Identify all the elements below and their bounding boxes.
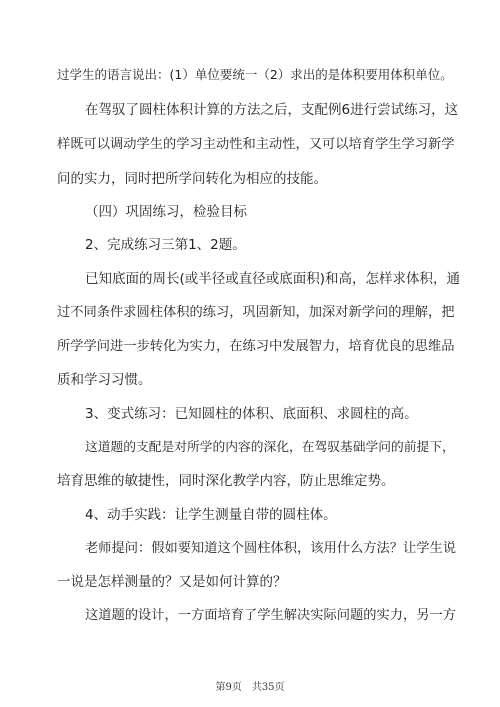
section-heading: （四）巩固练习，检验目标 bbox=[85, 204, 247, 220]
text-line: 质和学习习惯。 bbox=[57, 372, 152, 388]
text-line: 样既可以调动学生的学习主动性和主动性，又可以培育学生学习新学 bbox=[57, 137, 455, 152]
text-line: 这道题的设计，一方面培育了学生解决实际问题的实力，另一方 bbox=[85, 608, 457, 623]
text-line: 老师提问：假如要知道这个圆柱体积，该用什么方法？让学生说 bbox=[85, 541, 457, 556]
text-line: 所学学问进一步转化为实力，在练习中发展智力，培育优良的思维品 bbox=[57, 339, 455, 354]
text-line: 一说是怎样测量的？又是如何计算的？ bbox=[57, 574, 287, 590]
page-number-footer: 第9页 共35页 bbox=[215, 682, 285, 693]
text-line: 培育思维的敏捷性，同时深化教学内容，防止思维定势。 bbox=[57, 473, 395, 489]
text-line: 这道题的支配是对所学的内容的深化，在驾驭基础学问的前提下， bbox=[85, 440, 455, 455]
text-line: 4、动手实践：让学生测量自带的圆柱体。 bbox=[85, 507, 337, 523]
text-line: 3、变式练习：已知圆柱的体积、底面积、求圆柱的高。 bbox=[85, 406, 418, 422]
text-line: 在驾驭了圆柱体积计算的方法之后，支配例6进行尝试练习，这 bbox=[85, 102, 459, 118]
text-line: 2、完成练习三第1、2题。 bbox=[85, 237, 246, 253]
text-line: 过不同条件求圆柱体积的练习，巩固新知，加深对新学问的理解，把 bbox=[57, 305, 455, 320]
text-line: 问的实力，同时把所学问转化为相应的技能。 bbox=[57, 171, 327, 187]
text-line: 已知底面的周长(或半径或直径或底面积)和高，怎样求体积，通 bbox=[85, 271, 461, 287]
text-line: 过学生的语言说出：(1）单位要统一（2）求出的是体积要用体积单位。 bbox=[57, 67, 453, 82]
